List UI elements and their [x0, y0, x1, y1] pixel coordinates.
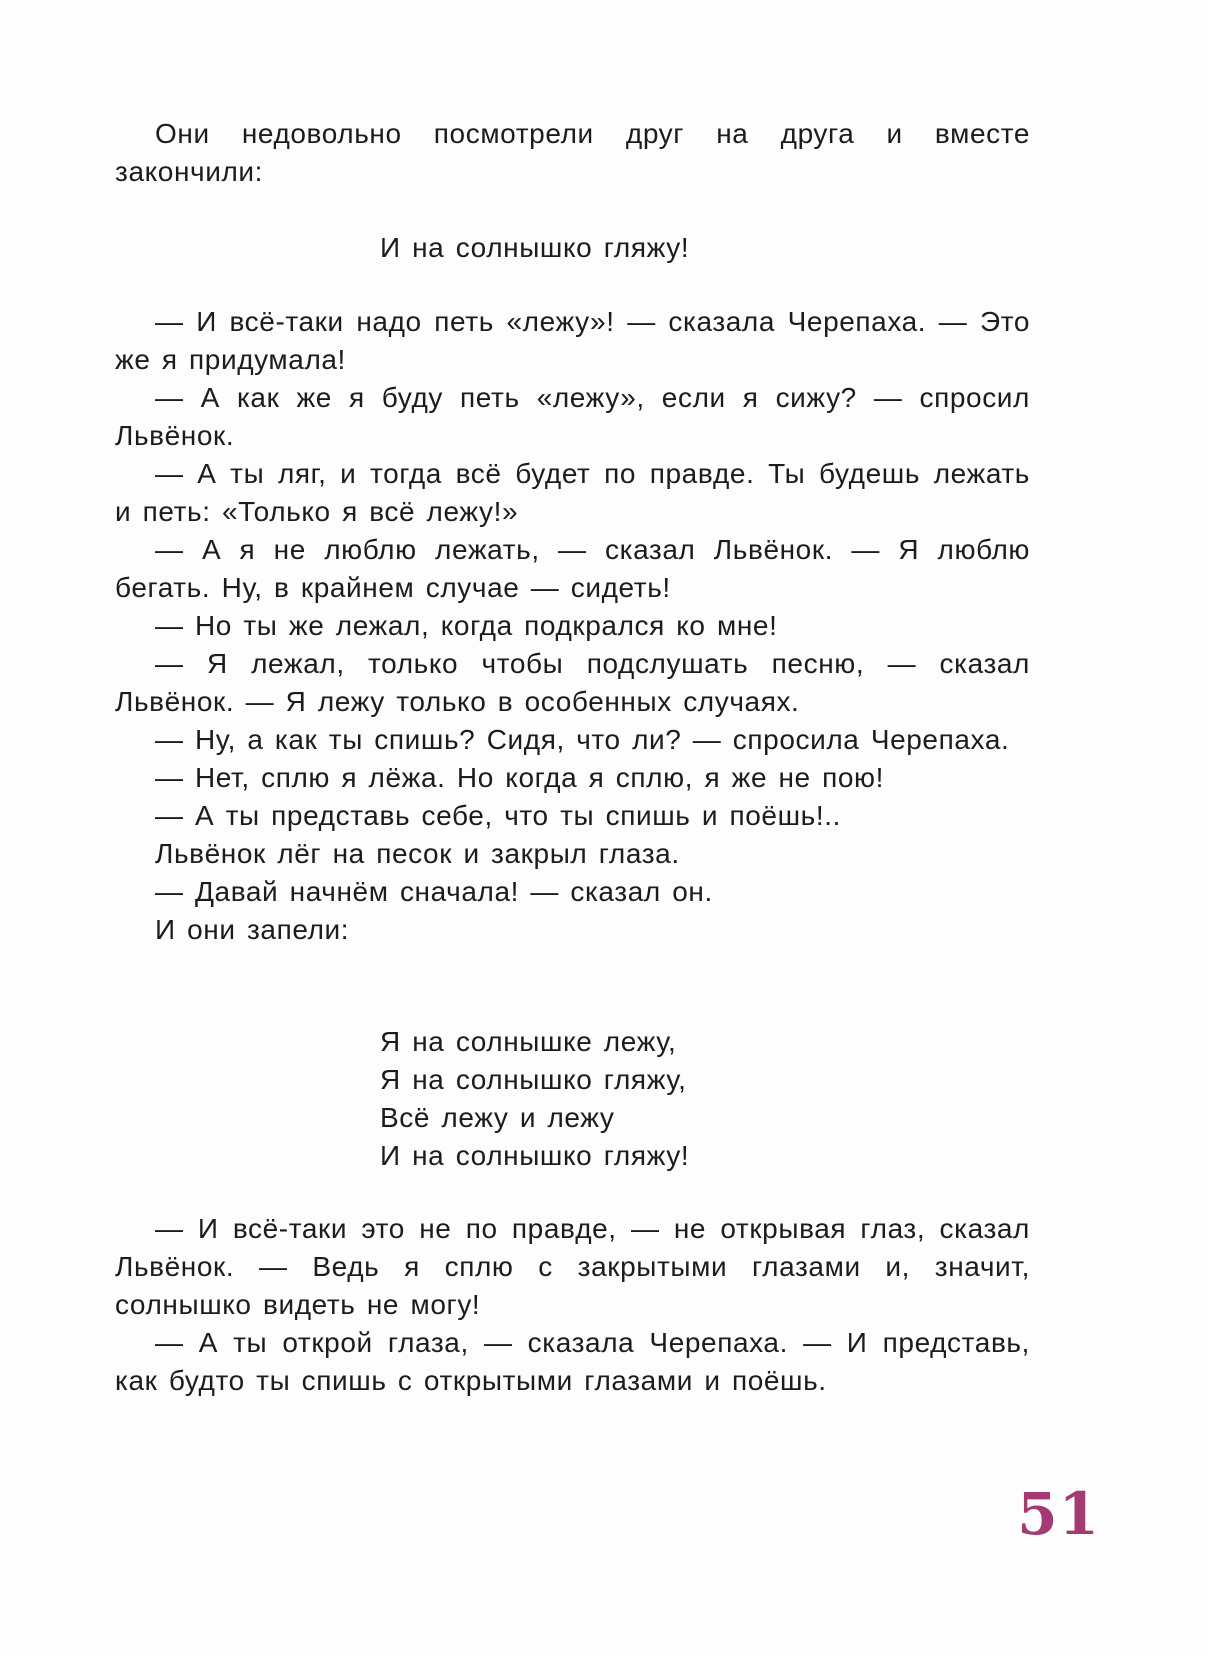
paragraph: — И всё-таки это не по правде, — не открывая глаз, сказал Львёнок. — Ведь я сплю с закрытыми глазами и, значит, солнышко видеть не могу! [115, 1213, 1030, 1320]
verse-stanza-2 [380, 1023, 689, 1175]
paragraph: Они недовольно посмотрели друг на друга и вместе закончили: [115, 118, 1030, 187]
paragraph: — Ну, а как ты спишь? Сидя, что ли? — спросила Черепаха. [155, 724, 1010, 755]
paragraph: — А ты открой глаза, — сказала Черепаха. — И представь, как будто ты спишь с открытыми глазами и поёшь. [115, 1327, 1030, 1396]
verse-line: И на солнышко гляжу! [380, 1140, 690, 1171]
paragraph: — Я лежал, только чтобы подслушать песню, — сказал Львёнок. — Я лежу только в особенных случаях. [115, 648, 1030, 717]
verse-stanza-1 [380, 229, 689, 267]
paragraph: — А как же я буду петь «лежу», если я сижу? — спросил Львёнок. [115, 382, 1030, 451]
paragraph: — Давай начнём сначала! — сказал он. [155, 876, 713, 907]
paragraph: — И всё-таки надо петь «лежу»! — сказала Черепаха. — Это же я придумала! [115, 306, 1030, 375]
verse-line: Всё лежу и лежу [380, 1102, 615, 1133]
verse-line: Я на солнышке лежу, [380, 1026, 677, 1057]
paragraph: — А ты представь себе, что ты спишь и поёшь!.. [155, 800, 841, 831]
verse-line: И на солнышко гляжу! [380, 232, 690, 263]
text-block-dialogue [115, 303, 1030, 949]
paragraph: Львёнок лёг на песок и закрыл глаза. [155, 838, 680, 869]
paragraph: — А я не люблю лежать, — сказал Львёнок. — Я люблю бегать. Ну, в крайнем случае — сидеть! [115, 534, 1030, 603]
paragraph: — А ты ляг, и тогда всё будет по правде. Ты будешь лежать и петь: «Только я всё лежу!» [115, 458, 1030, 527]
text-block-ending [115, 1210, 1030, 1400]
paragraph: И они запели: [155, 914, 350, 945]
verse-line: Я на солнышко гляжу, [380, 1064, 687, 1095]
text-block-intro [115, 115, 1030, 191]
page-number: 51 [1017, 1480, 1100, 1548]
paragraph: — Нет, сплю я лёжа. Но когда я сплю, я же не пою! [155, 762, 885, 793]
paragraph: — Но ты же лежал, когда подкрался ко мне! [155, 610, 778, 641]
